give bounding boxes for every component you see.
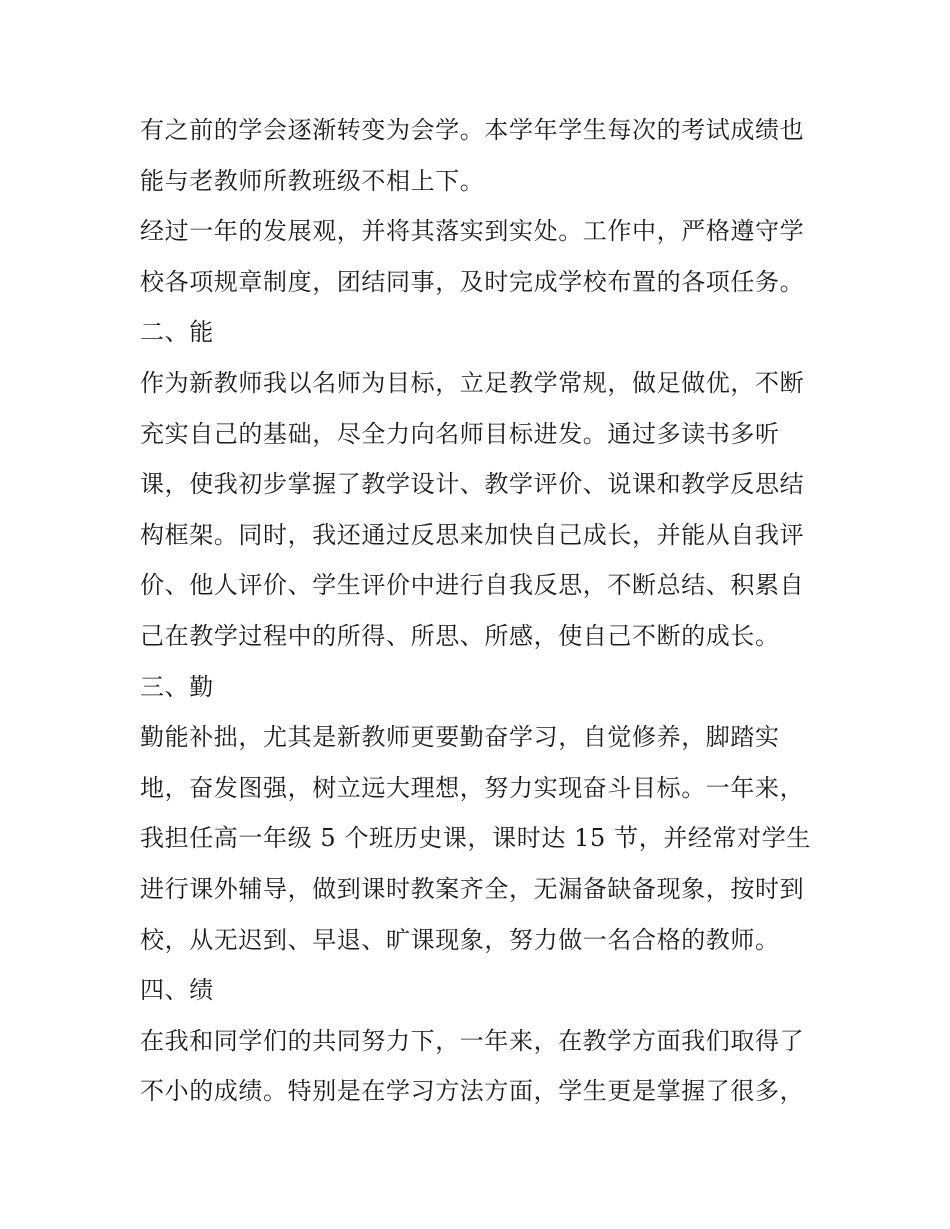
text-line: 校，从无迟到、早退、旷课现象，努力做一名合格的教师。 <box>140 925 780 954</box>
text-line: 经过一年的发展观，并将其落实到实处。工作中，严格遵守学 <box>140 217 805 246</box>
text-line: 能与老教师所教班级不相上下。 <box>140 166 485 195</box>
text-line: 价、他人评价、学生评价中进行自我反思，不断总结、积累自 <box>140 571 805 600</box>
text-line: 己在教学过程中的所得、所思、所感，使自己不断的成长。 <box>140 621 780 650</box>
text-line: 在我和同学们的共同努力下，一年来，在教学方面我们取得了 <box>140 1026 805 1055</box>
section-heading: 三、勤 <box>140 672 214 701</box>
text-line: 充实自己的基础，尽全力向名师目标进发。通过多读书多听 <box>140 419 780 448</box>
text-line: 作为新教师我以名师为目标，立足教学常规，做足做优，不断 <box>140 368 805 397</box>
text-line: 校各项规章制度，团结同事，及时完成学校布置的各项任务。 <box>140 267 805 296</box>
text-line: 课，使我初步掌握了教学设计、教学评价、说课和教学反思结 <box>140 470 805 499</box>
text-line: 不小的成绩。特别是在学习方法方面，学生更是掌握了很多， <box>140 1077 805 1106</box>
text-line: 有之前的学会逐渐转变为会学。本学年学生每次的考试成绩也 <box>140 116 805 144</box>
text-line: 进行课外辅导，做到课时教案齐全，无漏备缺备现象，按时到 <box>140 874 805 903</box>
text-line: 我担任高一年级 5 个班历史课，课时达 15 节，并经常对学生 <box>140 824 811 853</box>
text-line: 勤能补拙，尤其是新教师更要勤奋学习，自觉修养，脚踏实 <box>140 723 780 752</box>
text-line: 构框架。同时，我还通过反思来加快自己成长，并能从自我评 <box>140 520 805 549</box>
text-line: 地，奋发图强，树立远大理想，努力实现奋斗目标。一年来， <box>140 773 805 802</box>
document-body <box>140 105 820 1117</box>
section-heading: 二、能 <box>140 318 214 347</box>
section-heading: 四、绩 <box>140 976 214 1005</box>
